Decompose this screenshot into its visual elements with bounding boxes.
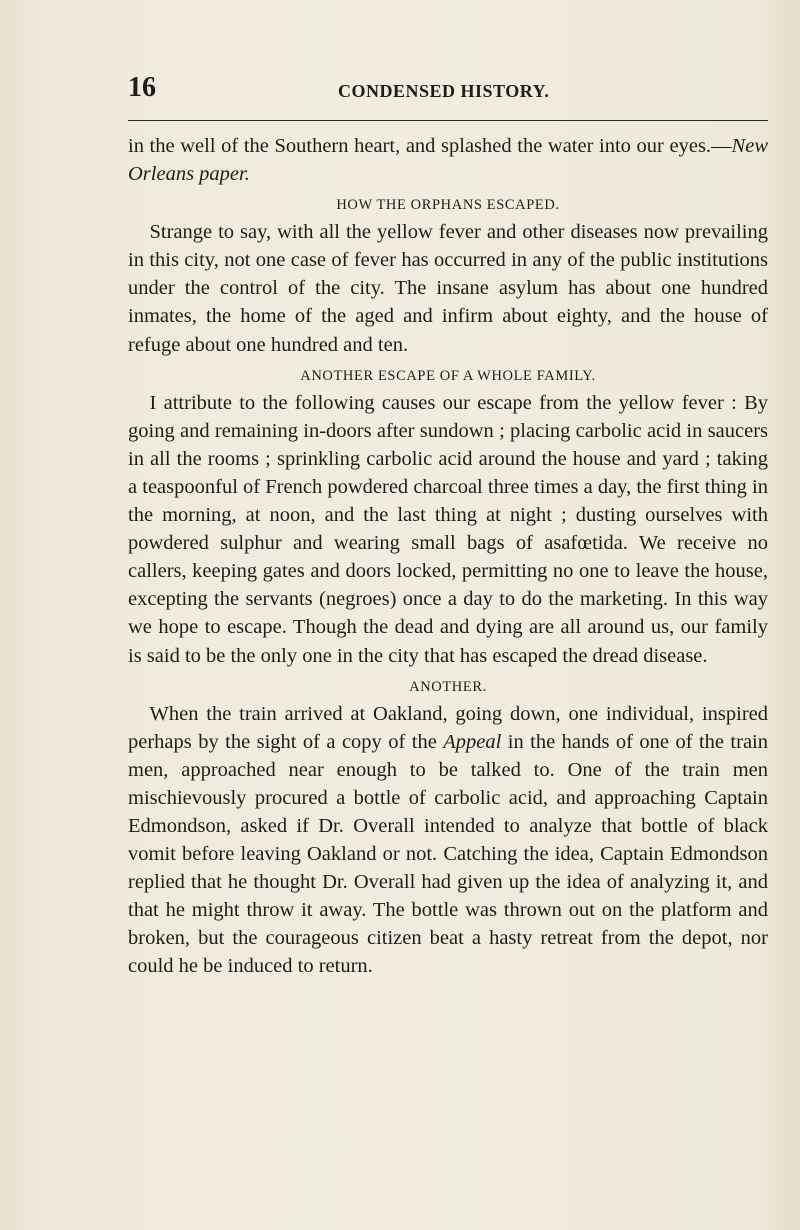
header-rule [128, 120, 768, 121]
section-heading-orphans: HOW THE ORPHANS ESCAPED. [336, 197, 560, 214]
paragraph-family: I attribute to the following causes our escape from the yellow fever : By going and remaining in-doors after sundown ; placing carbolic acid in saucers in all the rooms ; sprinkling carbolic acid around the house and yard ; taking a teaspoonful of French powdered charcoal three times a day, the first thing in the morning, at noon, and the last thing at night ; dusting ourselves with powdered sulphur and wearing small bags of asafœtida. We receive no callers, keeping gates and doors locked, permitting no one to leave the house, excepting the servants (negroes) once a day to do the marketing. In this way we hope to escape. Though the dead and dying are all around us, our family is said to be the only one in the city that has escaped the dread disease. [128, 391, 768, 667]
running-title: CONDENSED HISTORY. [338, 81, 550, 101]
paragraph-continuation [128, 132, 768, 188]
body-text [128, 132, 768, 981]
paragraph-continuation-text: in the well of the Southern heart, and splashed the water into our eyes.— [128, 135, 732, 157]
page-number: 16 [128, 72, 156, 103]
section-heading-family: ANOTHER ESCAPE OF A WHOLE FAMILY. [300, 367, 596, 384]
running-head [128, 72, 768, 108]
appeal-italic: Appeal [443, 730, 502, 753]
paragraph-another-text-a: When the train arrived at Oakland, going down, one individual, inspired perhaps by the sight of a copy of the [128, 702, 768, 753]
source-citation: New Orleans paper. [128, 135, 768, 186]
section-heading-another: ANOTHER. [409, 678, 487, 695]
paragraph-another-text-b: in the hands of one of the train men, approached near enough to be talked to. One of the train men mischievously procured a bottle of carbolic acid, and approaching Captain Edmondson, asked if Dr. Overall intended to analyze that bottle of black vomit before leaving Oakland or not. Catching the idea, Captain Edmondson replied that he thought Dr. Overall had given up the idea of analyzing it, and that he might throw it away. The bottle was thrown out on the platform and broken, but the courageous citizen beat a hasty retreat from the depot, nor could he be induced to return. [128, 730, 769, 978]
paragraph-another [128, 700, 768, 981]
paragraph-orphans: Strange to say, with all the yellow fever and other diseases now prevailing in this city, not one case of fever has occurred in any of the public institutions under the control of the city. The insane asylum has about one hundred inmates, the home of the aged and infirm about eighty, and the house of refuge about one hundred and ten. [128, 221, 768, 356]
